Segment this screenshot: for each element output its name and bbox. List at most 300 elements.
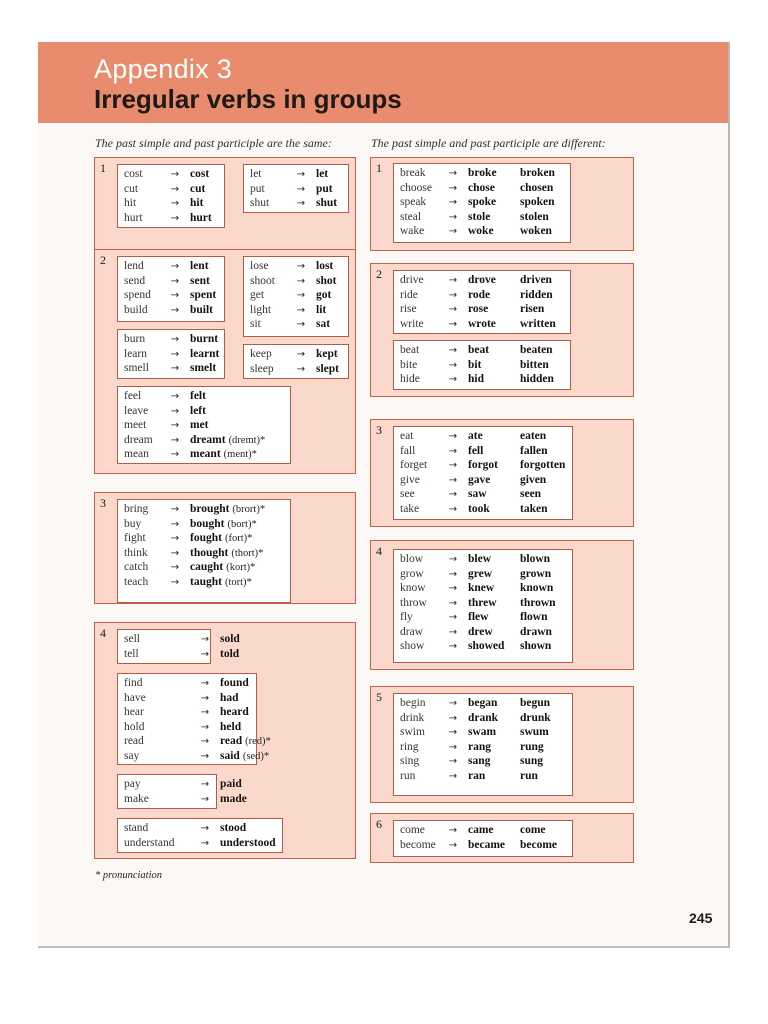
verb-past: showed [468,640,505,652]
verb-row [394,224,570,239]
verb-past: got [316,289,332,301]
arrow-icon: → [200,750,210,762]
verb-past: came [468,824,494,836]
left-group-1 [94,157,356,251]
group-number: 4 [376,544,382,558]
verb-past: smelt [190,362,217,374]
arrow-icon: → [200,692,210,704]
verb-base: see [400,488,415,500]
verb-row [118,560,290,575]
verb-box [393,693,573,796]
arrow-icon: → [170,449,180,460]
verb-base: drink [400,711,425,724]
verb-row [394,740,572,755]
verb-row [118,167,224,182]
verb-past-participle: shown [520,640,552,652]
verb-pronunciation: (red)* [245,736,271,747]
verb-base: ring [400,740,419,753]
verb-row [394,273,570,288]
page-number: 245 [689,910,713,926]
verb-past: taught [190,575,222,588]
verb-past: spoke [468,196,497,208]
arrow-icon: → [170,334,180,345]
verb-base: hide [400,373,420,385]
verb-pronunciation: (kort)* [226,562,256,573]
appendix-subtitle: Irregular verbs in groups [94,84,402,114]
verb-base: beat [400,344,420,356]
arrow-icon: → [200,793,210,805]
verb-row [118,288,224,303]
verb-past: meant [190,448,221,460]
arrow-icon: → [170,212,180,224]
verb-past-participle: come [520,824,546,836]
verb-past-participle: stolen [520,210,549,223]
arrow-icon: → [448,583,458,594]
intro-right: The past simple and past participle are different: [371,136,606,150]
verb-row [118,182,224,197]
verb-base: say [124,749,140,762]
verb-row [394,625,572,640]
verb-box [117,774,247,809]
verb-past: left [190,404,206,417]
verb-base: understand [124,836,175,849]
verb-box [117,386,291,464]
verb-past: fought [190,532,222,544]
verb-past: drank [468,711,499,724]
arrow-icon: → [296,261,306,272]
page-sheet [38,42,730,948]
verb-row [244,362,348,377]
arrow-icon: → [448,597,458,609]
verb-base: meet [124,419,147,431]
verb-row [394,195,570,210]
verb-past: wrote [468,317,496,330]
verb-pronunciation: (dremt)* [228,434,266,446]
verb-past: blew [468,553,491,565]
verb-row [394,372,570,387]
verb-past: heard [220,706,249,718]
verb-past: sold [220,633,240,645]
verb-past: caught [190,561,224,573]
right-group-6 [370,813,634,863]
verb-row [394,473,572,488]
arrow-icon: → [200,721,210,733]
verb-row [118,792,247,807]
verb-base: write [400,317,424,330]
verb-pronunciation: (fort)* [224,533,253,544]
verb-past: drove [468,274,496,286]
verb-base: read [124,735,144,747]
verb-past: built [190,303,214,316]
verb-past: brought [190,503,230,515]
verb-base: send [124,274,146,287]
verb-base: cut [124,182,139,195]
verb-past: felt [190,390,206,402]
arrow-icon: → [170,391,180,402]
arrow-icon: → [448,554,458,565]
verb-past: let [316,168,329,180]
verb-base: sit [250,318,261,330]
verb-past-participle: written [520,317,556,330]
verb-past: grew [468,567,493,580]
verb-row [118,836,282,851]
arrow-icon: → [170,547,180,559]
arrow-icon: → [448,770,458,782]
verb-past: saw [468,488,487,500]
verb-base: buy [124,517,142,530]
verb-base: have [124,691,146,704]
verb-past-participle: bitten [520,358,549,371]
verb-box [117,629,240,664]
verb-base: catch [124,561,149,573]
verb-base: bring [124,503,149,515]
verb-row [394,610,572,625]
verb-past: understood [220,836,276,849]
verb-row [244,196,348,211]
verb-base: shoot [250,274,275,287]
verb-past: told [220,647,240,660]
verb-past: thought [190,546,229,559]
arrow-icon: → [448,226,458,237]
verb-row [244,288,348,303]
verb-row [244,167,348,182]
verb-row [118,196,224,211]
verb-row [118,691,256,706]
verb-past-participle: sung [520,755,544,767]
verb-base: let [250,168,262,180]
verb-past-participle: flown [520,611,548,623]
verb-base: sing [400,755,420,767]
verb-row [394,487,572,502]
group-number: 2 [100,253,106,267]
arrow-icon: → [448,374,458,385]
verb-base: feel [124,390,142,402]
verb-base: fall [400,444,416,457]
verb-box [393,820,573,857]
verb-past-participle: beaten [520,344,553,356]
verb-base: steal [400,210,422,223]
verb-past: shot [316,274,337,287]
verb-base: learn [124,347,147,360]
arrow-icon: → [200,779,210,790]
verb-row [394,838,572,853]
verb-past: slept [316,362,339,375]
verb-box [117,499,291,603]
verb-row [244,182,348,197]
verb-row [394,502,572,517]
arrow-icon: → [200,648,210,660]
verb-row [118,361,224,376]
verb-pronunciation: (sed)* [242,750,270,762]
verb-past: put [316,182,333,195]
verb-box [117,673,271,765]
arrow-icon: → [170,363,180,374]
verb-past: cost [190,168,210,180]
verb-past-participle: known [520,582,554,594]
arrow-icon: → [170,405,180,417]
arrow-icon: → [448,182,458,194]
verb-past: took [468,502,490,515]
verb-box [393,340,571,390]
arrow-icon: → [448,289,458,301]
verb-past: found [220,677,249,689]
verb-past: sat [316,318,331,330]
arrow-icon: → [448,756,458,767]
verb-past: dreamt [190,433,226,446]
arrow-icon: → [448,839,458,851]
arrow-icon: → [448,275,458,286]
verb-base: know [400,582,426,594]
arrow-icon: → [170,562,180,573]
verb-base: eat [400,430,414,442]
verb-past-participle: drawn [520,625,552,638]
arrow-icon: → [200,678,210,689]
arrow-icon: → [170,304,180,316]
verb-row [394,696,572,711]
group-number: 4 [100,626,106,640]
verb-base: put [250,182,265,195]
verb-past: had [220,691,239,704]
intro-left: The past simple and past participle are the same: [95,136,332,150]
arrow-icon: → [448,698,458,709]
arrow-icon: → [200,634,210,645]
verb-past: swam [468,726,497,738]
right-group-2 [370,263,634,397]
verb-base: teach [124,575,149,588]
verb-row [118,347,224,362]
verb-past: met [190,419,209,431]
verb-past-participle: swum [520,726,549,738]
arrow-icon: → [448,489,458,500]
verb-base: burn [124,333,146,345]
verb-row [118,447,290,462]
verb-base: find [124,677,143,689]
arrow-icon: → [448,345,458,356]
verb-base: fight [124,532,146,544]
verb-past: cut [190,182,206,195]
arrow-icon: → [170,275,180,287]
verb-row [118,734,271,749]
verb-row [118,777,242,792]
arrow-icon: → [448,460,458,471]
right-group-3 [370,419,634,527]
verb-past: chose [468,181,495,194]
verb-pronunciation: (thort)* [231,547,264,559]
verb-base: tell [124,647,139,660]
verb-past: bit [468,358,482,371]
verb-past: gave [468,473,491,486]
group-number: 2 [376,267,382,281]
verb-row [118,720,256,735]
verb-past-participle: begun [520,697,551,709]
verb-past-participle: woken [520,225,552,237]
verb-past: became [468,838,506,851]
verb-row [394,444,572,459]
verb-row [118,647,240,662]
verb-past: hit [190,197,204,209]
verb-past-participle: fallen [520,444,548,457]
arrow-icon: → [448,197,458,208]
verb-past-participle: risen [520,303,545,315]
verb-box [117,329,225,379]
verb-past-participle: hidden [520,373,554,385]
arrow-icon: → [200,707,210,718]
verb-base: give [400,473,420,486]
verb-past-participle: given [520,473,547,486]
verb-base: dream [124,433,153,446]
verb-row [118,531,290,546]
verb-base: show [400,640,425,652]
appendix-title: Appendix 3 [94,54,233,84]
verb-past: held [220,720,242,733]
verb-row [118,821,282,836]
verb-base: keep [250,348,272,360]
verb-box [243,256,349,337]
left-group-4 [94,622,356,859]
verb-row [394,823,572,838]
arrow-icon: → [296,290,306,301]
verb-base: hold [124,720,145,733]
verb-past-participle: chosen [520,181,554,194]
verb-past-participle: thrown [520,596,556,609]
arrow-icon: → [448,304,458,315]
verb-past: lost [316,260,334,272]
verb-row [394,711,572,726]
verb-base: forget [400,459,428,471]
verb-base: leave [124,404,149,417]
verb-base: choose [400,181,432,194]
arrow-icon: → [170,576,180,588]
verb-row [394,429,572,444]
verb-row [394,210,570,225]
verb-row [394,769,572,784]
verb-base: blow [400,553,423,565]
verb-row [394,639,572,654]
verb-past: stole [468,210,491,223]
verb-past-participle: forgotten [520,459,566,471]
right-group-5 [370,686,634,803]
verb-row [394,458,572,473]
verb-row [244,303,348,318]
verb-row [118,632,240,647]
arrow-icon: → [448,741,458,753]
arrow-icon: → [448,727,458,738]
verb-past-participle: blown [520,553,551,565]
verb-past: ate [468,430,483,442]
verb-row [244,274,348,289]
arrow-icon: → [296,363,306,375]
verb-past: spent [190,289,217,301]
verb-past-participle: run [520,769,538,782]
verb-past: learnt [190,347,220,360]
verb-row [394,725,572,740]
arrow-icon: → [448,825,458,836]
verb-row [394,302,570,317]
verb-base: bite [400,358,418,371]
verb-base: think [124,546,148,559]
verb-base: cost [124,168,143,180]
verb-base: make [124,792,149,805]
verb-row [244,259,348,274]
arrow-icon: → [170,261,180,272]
verb-row [118,389,290,404]
arrow-icon: → [170,183,180,195]
verb-past: began [468,697,498,709]
group-number: 1 [100,161,106,175]
arrow-icon: → [170,518,180,530]
arrow-icon: → [200,823,210,834]
verb-past-participle: eaten [520,430,547,442]
verb-base: lend [124,260,144,272]
verb-row [118,332,224,347]
arrow-icon: → [170,533,180,544]
header-band [38,42,728,123]
verb-pronunciation: (tort)* [224,576,252,588]
verb-base: mean [124,448,149,460]
arrow-icon: → [296,349,306,360]
verb-row [118,517,290,532]
arrow-icon: → [170,169,180,180]
verb-row [118,676,256,691]
verb-box [393,163,571,243]
verb-past-participle: broken [520,167,555,179]
verb-past: hid [468,373,484,385]
verb-past: sent [190,274,210,287]
left-group-2 [94,249,356,474]
verb-box [393,270,571,334]
verb-base: begin [400,697,426,709]
verb-past: knew [468,582,495,594]
verb-past: said [220,749,240,762]
verb-past: drew [468,625,493,638]
arrow-icon: → [296,198,306,209]
verb-base: hurt [124,211,143,224]
verb-row [394,581,572,596]
group-number: 1 [376,161,382,175]
verb-base: grow [400,567,424,580]
verb-past-participle: become [520,838,558,851]
verb-row [118,418,290,433]
verb-base: ride [400,288,418,301]
verb-box [117,818,283,853]
verb-past: rang [468,740,491,753]
verb-pronunciation: (brort)* [232,504,266,515]
verb-row [118,259,224,274]
verb-row [118,502,290,517]
verb-past: ran [468,769,486,782]
verb-base: build [124,303,148,316]
verb-box [243,344,349,379]
arrow-icon: → [448,641,458,652]
verb-base: sell [124,633,140,645]
verb-past: shut [316,197,338,209]
verb-past: flew [468,611,489,623]
verb-past: lit [316,303,327,316]
arrow-icon: → [448,211,458,223]
verb-past: paid [220,778,242,790]
arrow-icon: → [448,474,458,486]
verb-past-participle: grown [520,567,552,580]
verb-past: rode [468,288,491,301]
verb-row [394,317,570,332]
arrow-icon: → [296,169,306,180]
verb-base: hear [124,706,144,718]
verb-past: threw [468,596,497,609]
verb-base: break [400,167,426,179]
arrow-icon: → [448,503,458,515]
verb-box [393,549,573,663]
verb-row [118,749,270,764]
